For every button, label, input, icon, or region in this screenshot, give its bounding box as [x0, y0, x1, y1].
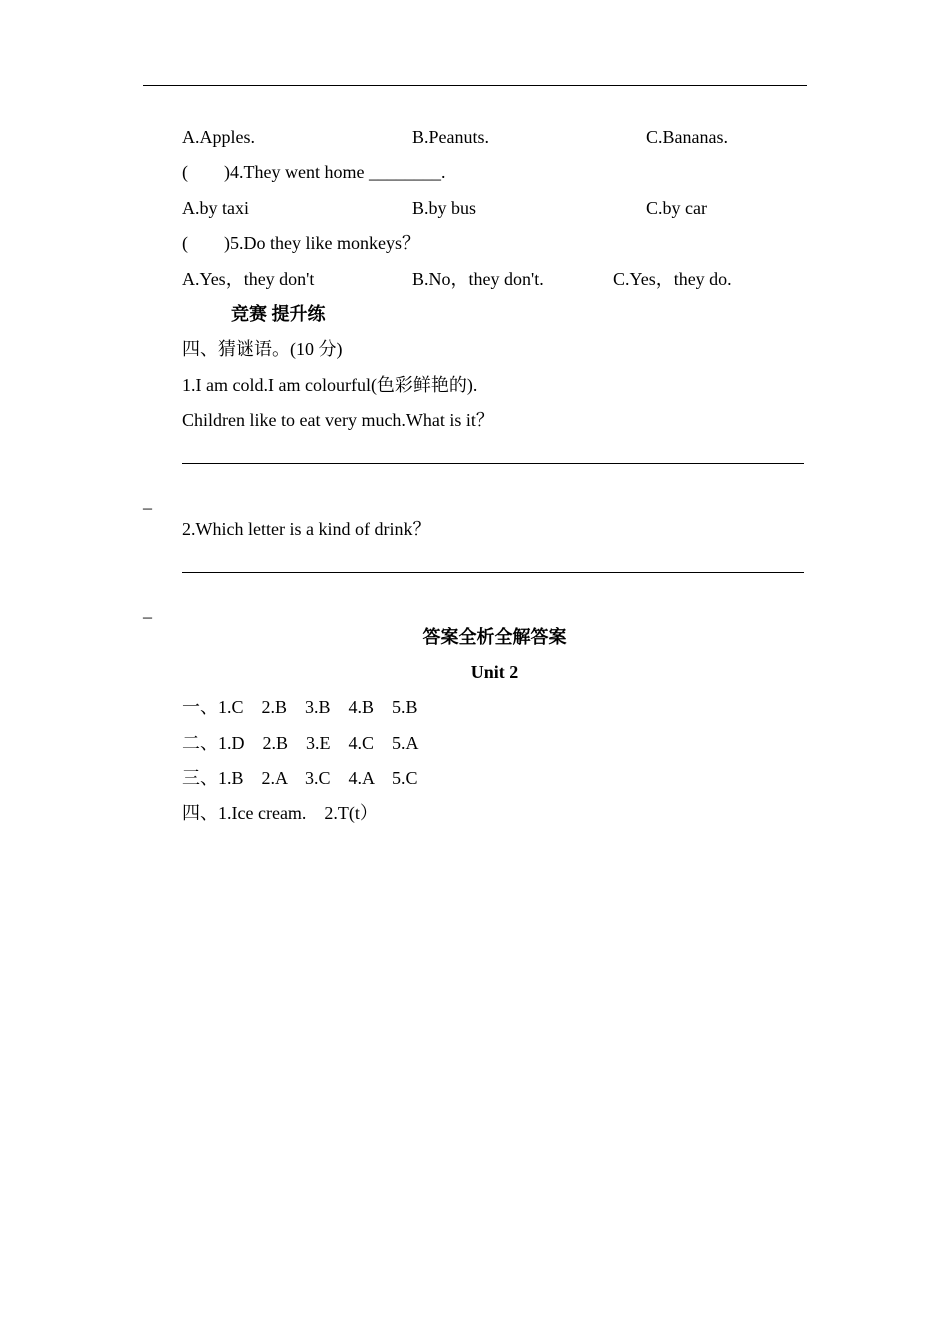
answer-row-3: 三、1.B 2.A 3.C 4.A 5.C: [182, 768, 418, 788]
q4-option-c: C.by car: [646, 198, 707, 218]
q4-stem: ( )4.They went home ________.: [182, 162, 446, 182]
riddle2-answer-line: [182, 572, 804, 573]
riddle2-dash: _: [143, 600, 152, 620]
riddle1-line2: Children like to eat very much.What is it？: [182, 410, 494, 430]
section4-heading: 四、猜谜语。(10 分): [182, 339, 343, 359]
q4-option-b: B.by bus: [412, 198, 477, 218]
section-compete-title: 竞赛 提升练: [231, 304, 326, 324]
answer-row-2: 二、1.D 2.B 3.E 4.C 5.A: [182, 733, 419, 753]
q3-option-c: C.Bananas.: [646, 127, 728, 147]
q5-option-b: B.No，they don't.: [412, 269, 544, 289]
answer-row-1: 一、1.C 2.B 3.B 4.B 5.B: [182, 697, 418, 717]
q5-option-c: C.Yes，they do.: [613, 269, 732, 289]
riddle1-dash: _: [143, 491, 152, 511]
answer-row-4: 四、1.Ice cream. 2.T(t）: [182, 803, 378, 823]
q5-stem: ( )5.Do they like monkeys？: [182, 233, 420, 253]
q5-option-a: A.Yes，they don't: [182, 269, 315, 289]
riddle1-line1: 1.I am cold.I am colourful(色彩鲜艳的).: [182, 375, 478, 395]
answers-title: 答案全析全解答案: [422, 627, 567, 647]
q4-option-a: A.by taxi: [182, 198, 249, 218]
answers-unit: Unit 2: [470, 662, 519, 682]
q3-option-a: A.Apples.: [182, 127, 255, 147]
header-rule: [143, 85, 807, 86]
riddle1-answer-line: [182, 463, 804, 464]
riddle2-question: 2.Which letter is a kind of drink？: [182, 519, 431, 539]
q3-option-b: B.Peanuts.: [412, 127, 490, 147]
